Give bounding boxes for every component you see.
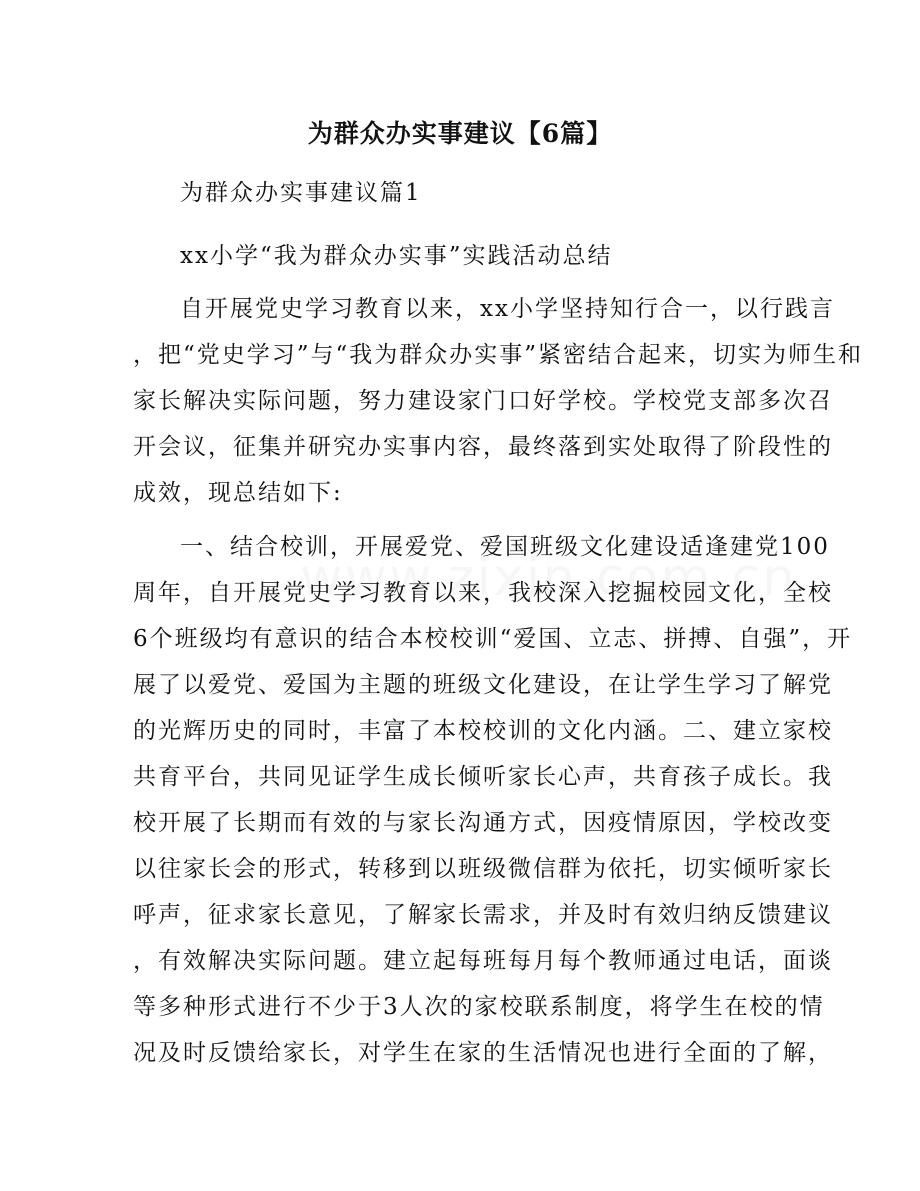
paragraph-line: 况及时反馈给家长，对学生在家的生活情况也进行全面的了解， — [133, 1040, 833, 1066]
paragraph-line: 等多种形式进行不少于3人次的家校联系制度，将学生在校的情 — [133, 994, 825, 1020]
paragraph-line: ，有效解决实际问题。建立起每班每月每个教师通过电话，面谈 — [133, 948, 833, 974]
paragraph-line: 呼声，征求家长意见，了解家长需求，并及时有效归纳反馈建议 — [133, 902, 833, 928]
paragraph-line: 家长解决实际问题，努力建设家门口好学校。学校党支部多次召 — [133, 388, 833, 414]
paragraph-line: 周年，自开展党史学习教育以来，我校深入挖掘校园文化，全校 — [133, 580, 833, 606]
paragraph-line: ，把“党史学习”与“我为群众办实事”紧密结合起来，切实为师生和 — [133, 342, 864, 368]
subheading: 为群众办实事建议篇1 — [180, 180, 422, 206]
paragraph-line: 6个班级均有意识的结合本校校训“爱国、立志、拼搏、自强”，开 — [133, 626, 853, 652]
article-title: xx小学“我为群众办实事”实践活动总结 — [180, 243, 613, 269]
paragraph-line: 成效，现总结如下: — [133, 480, 343, 506]
page-title: 为群众办实事建议【6篇】 — [307, 119, 613, 148]
paragraph-line: 的光辉历史的同时，丰富了本校校训的文化内涵。二、建立家校 — [133, 718, 833, 744]
paragraph-line: 共育平台，共同见证学生成长倾听家长心声，共育孩子成长。我 — [133, 764, 833, 790]
paragraph-line: 展了以爱党、爱国为主题的班级文化建设，在让学生学习了解党 — [133, 672, 833, 698]
paragraph-line: 自开展党史学习教育以来，xx小学坚持知行合一，以行践言 — [180, 296, 835, 322]
paragraph-line: 以往家长会的形式，转移到以班级微信群为依托，切实倾听家长 — [133, 856, 833, 882]
paragraph-line: 一、结合校训，开展爱党、爱国班级文化建设适逢建党100 — [180, 534, 830, 560]
paragraph-line: 校开展了长期而有效的与家长沟通方式，因疫情原因，学校改变 — [133, 810, 833, 836]
paragraph-line: 开会议，征集并研究办实事内容，最终落到实处取得了阶段性的 — [133, 434, 833, 460]
